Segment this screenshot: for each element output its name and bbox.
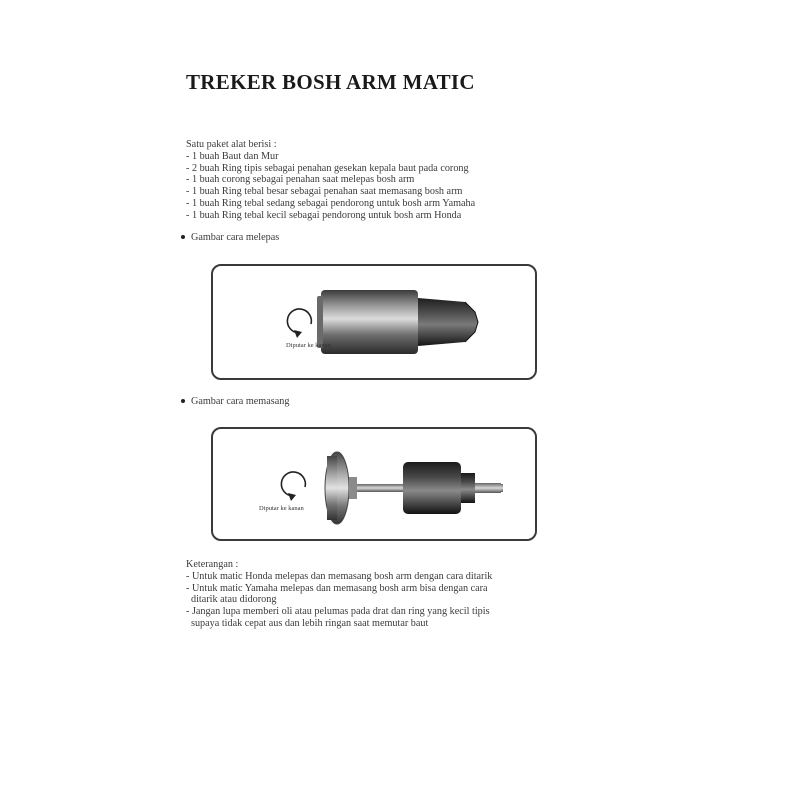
figure-install [211, 427, 537, 541]
figure-remove [211, 264, 537, 380]
bullet-dot-icon [181, 235, 185, 239]
notes-line: ditarik atau didorong [191, 594, 277, 606]
bullet-dot-icon [181, 399, 185, 403]
notes-heading: Keterangan : [186, 559, 239, 570]
bosh-arm-part [418, 298, 478, 346]
section-heading-label: Gambar cara memasang [191, 396, 290, 407]
notes-line: supaya tidak cepat aus dan lebih ringan saat memutar baut [191, 617, 429, 629]
tool-install-illustration [213, 429, 535, 539]
contents-item: - 1 buah Baut dan Mur [186, 150, 279, 162]
contents-item: - 2 buah Ring tipis sebagai penahan gesekan kepala baut pada corong [186, 162, 469, 174]
ring-edge [327, 456, 337, 520]
notes-block [186, 559, 492, 630]
notes-line: - Jangan lupa memberi oli atau pelumas pada drat dan ring yang kecil tipis [186, 606, 490, 618]
tool-remove-illustration [213, 266, 535, 378]
section-heading-install [181, 396, 289, 407]
pusher-ring [461, 473, 475, 503]
nut [349, 477, 357, 499]
page-title: TREKER BOSH ARM MATIC [186, 70, 475, 94]
contents-item: - 1 buah Ring tebal kecil sebagai pendorong untuk bosh arm Honda [186, 209, 462, 221]
contents-item: - 1 buah corong sebagai penahan saat melepas bosh arm [186, 174, 415, 186]
rotate-clockwise-arrow-icon [281, 472, 305, 501]
section-heading-label: Gambar cara melepas [191, 232, 280, 243]
package-contents [186, 139, 475, 222]
section-heading-remove [181, 232, 279, 243]
bolt-thread [475, 483, 501, 493]
contents-item: - 1 buah Ring tebal besar sebagai penahan saat memasang bosh arm [186, 186, 463, 198]
contents-intro: Satu paket alat berisi : [186, 139, 277, 150]
funnel-body [321, 290, 418, 354]
rotate-clockwise-arrow-icon [287, 309, 311, 338]
notes-line: - Untuk matic Yamaha melepas dan memasang bosh arm bisa dengan cara [186, 582, 488, 594]
figure-caption: Diputar ke kanan [286, 342, 331, 349]
bosh-arm-part [403, 462, 461, 514]
funnel-rim [317, 296, 323, 348]
contents-item: - 1 buah Ring tebal sedang sebagai pendorong untuk bosh arm Yamaha [186, 197, 476, 209]
figure-caption: Diputar ke kanan [259, 505, 304, 512]
notes-line: - Untuk matic Honda melepas dan memasang bosh arm dengan cara ditarik [186, 570, 493, 582]
